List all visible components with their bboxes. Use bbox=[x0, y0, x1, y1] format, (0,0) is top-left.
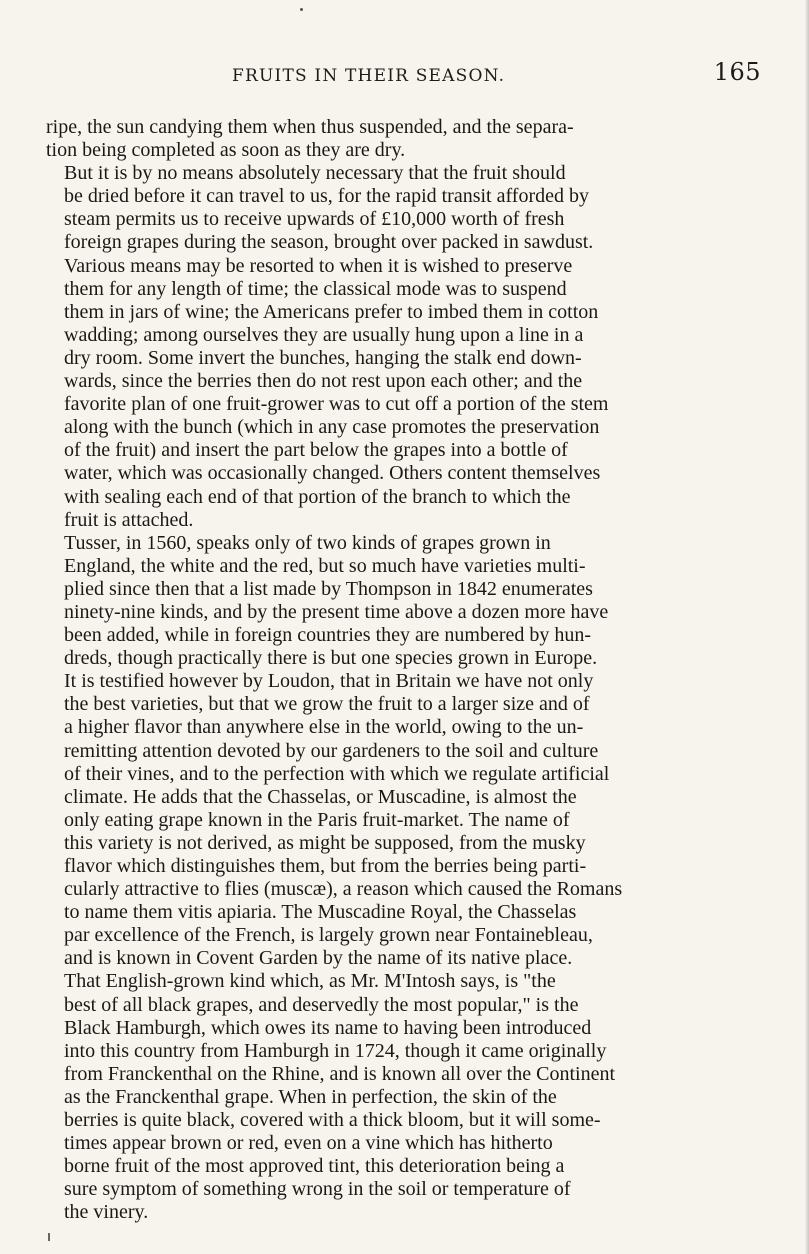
text-line: England, the white and the red, but so much have varieties multi- bbox=[64, 554, 586, 577]
text-line: the best varieties, but that we grow the fruit to a larger size and of bbox=[64, 693, 590, 716]
text-line: sure symptom of something wrong in the soil or temperature of bbox=[64, 1178, 571, 1201]
text-line: Black Hamburgh, which owes its name to having been introduced bbox=[64, 1016, 592, 1039]
text-line: remitting attention devoted by our gardeners to the soil and culture bbox=[64, 739, 599, 762]
text-line: foreign grapes during the season, brought over packed in sawdust. bbox=[64, 231, 594, 254]
text-line: into this country from Hamburgh in 1724, though it came originally bbox=[64, 1039, 607, 1062]
text-line: cularly attractive to flies (muscæ), a reason which caused the Romans bbox=[64, 878, 623, 901]
text-line: wards, since the berries then do not rest upon each other; and the bbox=[64, 370, 583, 393]
text-line: It is testified however by Loudon, that in Britain we have not only bbox=[64, 670, 594, 693]
text-line: them in jars of wine; the Americans prefer to imbed them in cotton bbox=[64, 300, 599, 323]
text-line: of their vines, and to the perfection with which we regulate artificial bbox=[64, 762, 610, 785]
text-line: That English-grown kind which, as Mr. M'Intosh says, is "the bbox=[64, 970, 556, 993]
text-line: plied since then that a list made by Thompson in 1842 enumerates bbox=[64, 577, 593, 600]
text-line: and is known in Covent Garden by the name of its native place. bbox=[64, 947, 573, 970]
text-line: climate. He adds that the Chasselas, or Muscadine, is almost the bbox=[64, 785, 577, 808]
text-line: fruit is attached. bbox=[64, 508, 194, 531]
text-line: wadding; among ourselves they are usually hung upon a line in a bbox=[64, 323, 584, 346]
text-line: of the fruit) and insert the part below the grapes into a bottle of bbox=[64, 439, 568, 462]
page-mark bbox=[48, 1233, 50, 1241]
text-line: par excellence of the French, is largely grown near Fontainebleau, bbox=[64, 924, 593, 947]
paragraph-4 bbox=[46, 970, 740, 1224]
text-line: this variety is not derived, as might be supposed, from the musky bbox=[64, 831, 586, 854]
paragraph-3 bbox=[46, 532, 740, 971]
text-line: dreds, though practically there is but one species grown in Europe. bbox=[64, 647, 598, 670]
text-line: as the Franckenthal grape. When in perfection, the skin of the bbox=[64, 1085, 557, 1108]
text-line: to name them vitis apiaria. The Muscadine Royal, the Chasselas bbox=[64, 901, 577, 924]
body-text bbox=[46, 116, 740, 1225]
text-line: borne fruit of the most approved tint, this deterioration being a bbox=[64, 1155, 565, 1178]
text-line: them for any length of time; the classical mode was to suspend bbox=[64, 277, 567, 300]
page-number: 165 bbox=[713, 58, 761, 86]
text-line: been added, while in foreign countries they are numbered by hun- bbox=[64, 624, 592, 647]
text-line: berries is quite black, covered with a thick bloom, but it will some- bbox=[64, 1109, 601, 1132]
text-line: best of all black grapes, and deservedly the most popular," is the bbox=[64, 993, 579, 1016]
text-line: dry room. Some invert the bunches, hanging the stalk end down- bbox=[64, 346, 582, 369]
page-edge-shadow bbox=[805, 0, 809, 1254]
text-line: tion being completed as soon as they are dry. bbox=[46, 139, 406, 162]
text-line: only eating grape known in the Paris fruit-market. The name of bbox=[64, 808, 570, 831]
text-line: with sealing each end of that portion of the branch to which the bbox=[64, 485, 571, 508]
text-line: But it is by no means absolutely necessary that the fruit should bbox=[64, 162, 566, 185]
text-line: times appear brown or red, even on a vine which has hitherto bbox=[64, 1132, 553, 1155]
text-line: favorite plan of one fruit-grower was to cut off a portion of the stem bbox=[64, 393, 609, 416]
paragraph-2 bbox=[46, 162, 740, 532]
text-line: Tusser, in 1560, speaks only of two kinds of grapes grown in bbox=[64, 531, 551, 554]
page-speck bbox=[300, 8, 303, 11]
paragraph-1 bbox=[46, 116, 740, 162]
text-line: a higher flavor than anywhere else in the world, owing to the un- bbox=[64, 716, 584, 739]
text-line: water, which was occasionally changed. Others content themselves bbox=[64, 462, 601, 485]
text-line: flavor which distinguishes them, but from the berries being parti- bbox=[64, 855, 587, 877]
running-head: FRUITS IN THEIR SEASON. bbox=[232, 66, 506, 86]
page-header bbox=[46, 58, 761, 92]
text-line: ripe, the sun candying them when thus suspended, and the separa- bbox=[46, 116, 574, 138]
text-line: the vinery. bbox=[64, 1201, 149, 1224]
text-line: along with the bunch (which in any case promotes the preservation bbox=[64, 416, 600, 439]
text-line: Various means may be resorted to when it is wished to preserve bbox=[64, 254, 573, 277]
text-line: be dried before it can travel to us, for the rapid transit afforded by bbox=[64, 185, 589, 208]
text-line: from Franckenthal on the Rhine, and is known all over the Continent bbox=[64, 1062, 615, 1085]
text-line: ninety-nine kinds, and by the present time above a dozen more have bbox=[64, 600, 609, 623]
text-line: steam permits us to receive upwards of £10,000 worth of fresh bbox=[64, 208, 565, 231]
